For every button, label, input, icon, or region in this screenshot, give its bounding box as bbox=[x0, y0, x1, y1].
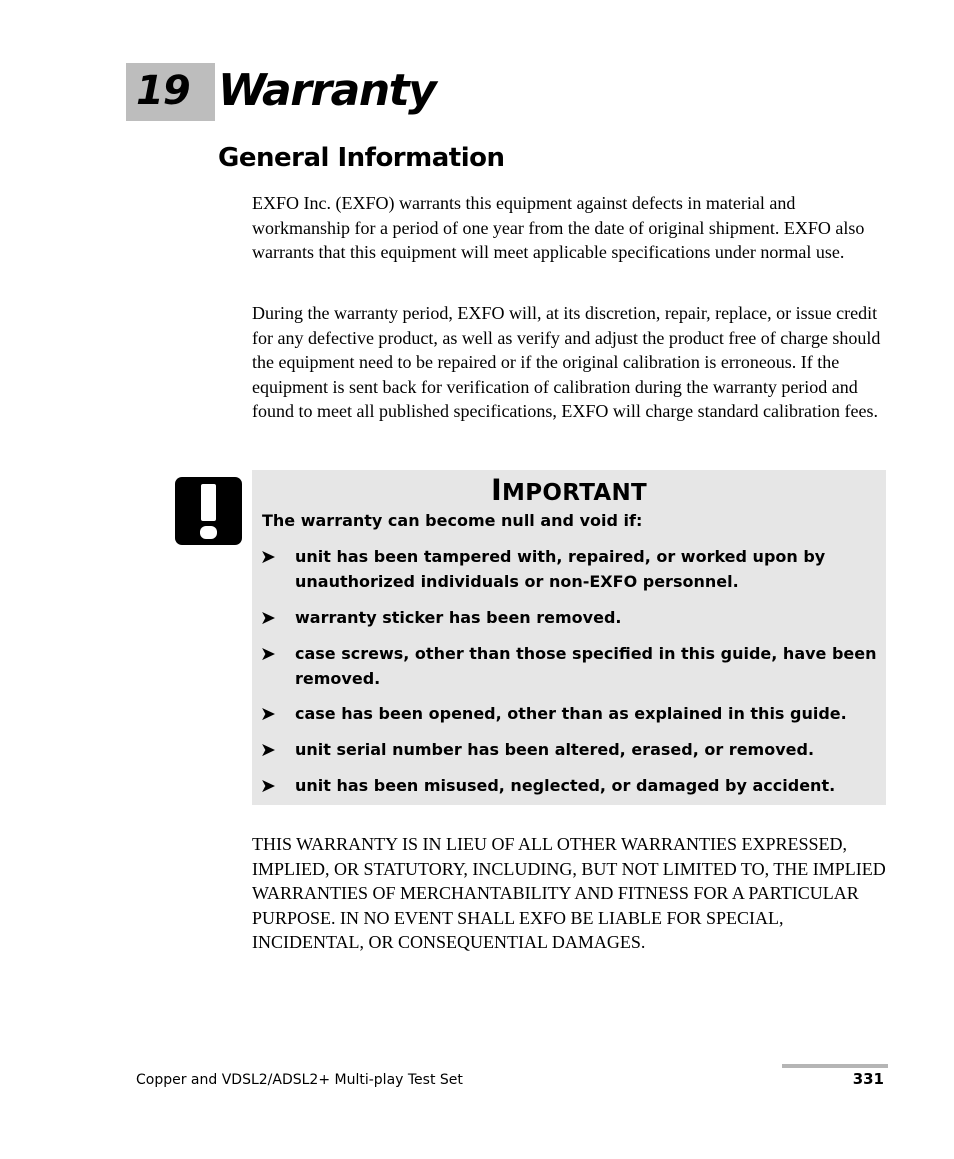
list-item-text: unit serial number has been altered, erased, or removed. bbox=[295, 740, 815, 759]
warranty-disclaimer-paragraph: THIS WARRANTY IS IN LIEU OF ALL OTHER WARRANTIES EXPRESSED, IMPLIED, OR STATUTORY, INCLUDING, BUT NOT LIMITED TO, THE IMPLIED WARRANTIES OF MERCHANTABILITY AND FITNESS FOR A PARTICULAR PURPOSE. IN NO EVENT SHALL EXFO BE LIABLE FOR SPECIAL, INCIDENTAL, OR CONSEQUENTIAL DAMAGES. bbox=[252, 834, 886, 953]
arrow-bullet-icon: ➤ bbox=[260, 643, 276, 665]
important-notice bbox=[252, 470, 886, 805]
important-title-initial: I bbox=[490, 473, 503, 507]
arrow-bullet-icon: ➤ bbox=[260, 546, 276, 568]
exclamation-bar bbox=[201, 484, 216, 521]
list-item-text: unit has been misused, neglected, or damaged by accident. bbox=[295, 776, 836, 795]
footer-rule bbox=[782, 1064, 888, 1068]
warranty-paragraph-2: During the warranty period, EXFO will, at its discretion, repair, replace, or issue credit for any defective product, as well as verify and adjust the product free of charge should the equipment need to be repaired or if the original calibration is erroneous. If the equipment is sent back for verification of calibration during the warranty period and found to meet all published specifications, EXFO will charge standard calibration fees. bbox=[252, 303, 881, 422]
important-title bbox=[252, 471, 886, 512]
chapter-title: Warranty bbox=[218, 65, 436, 116]
warranty-paragraph-1: EXFO Inc. (EXFO) warrants this equipment against defects in material and workmanship for a period of one year from the date of original shipment. EXFO also warrants that this equipment will meet applicable specifications under normal use. bbox=[252, 193, 865, 263]
important-title-rest: MPORTANT bbox=[502, 480, 648, 506]
arrow-bullet-icon: ➤ bbox=[260, 775, 276, 797]
arrow-bullet-icon: ➤ bbox=[260, 607, 276, 629]
section-heading: General Information bbox=[218, 143, 505, 173]
page-number: 331 bbox=[852, 1070, 884, 1088]
exclamation-dot bbox=[200, 526, 217, 539]
arrow-bullet-icon: ➤ bbox=[260, 703, 276, 725]
arrow-bullet-icon: ➤ bbox=[260, 739, 276, 761]
footer-product-name: Copper and VDSL2/ADSL2+ Multi-play Test Set bbox=[136, 1072, 463, 1088]
chapter-number: 19 bbox=[136, 68, 190, 114]
list-item-text: warranty sticker has been removed. bbox=[295, 608, 622, 627]
list-item-text: case screws, other than those specified in this guide, have been removed. bbox=[295, 644, 877, 688]
exclamation-icon bbox=[175, 477, 242, 545]
list-item-text: unit has been tampered with, repaired, or worked upon by unauthorized individuals or non-EXFO personnel. bbox=[295, 547, 826, 591]
important-intro: The warranty can become null and void if: bbox=[262, 511, 643, 530]
list-item-text: case has been opened, other than as explained in this guide. bbox=[295, 704, 847, 723]
